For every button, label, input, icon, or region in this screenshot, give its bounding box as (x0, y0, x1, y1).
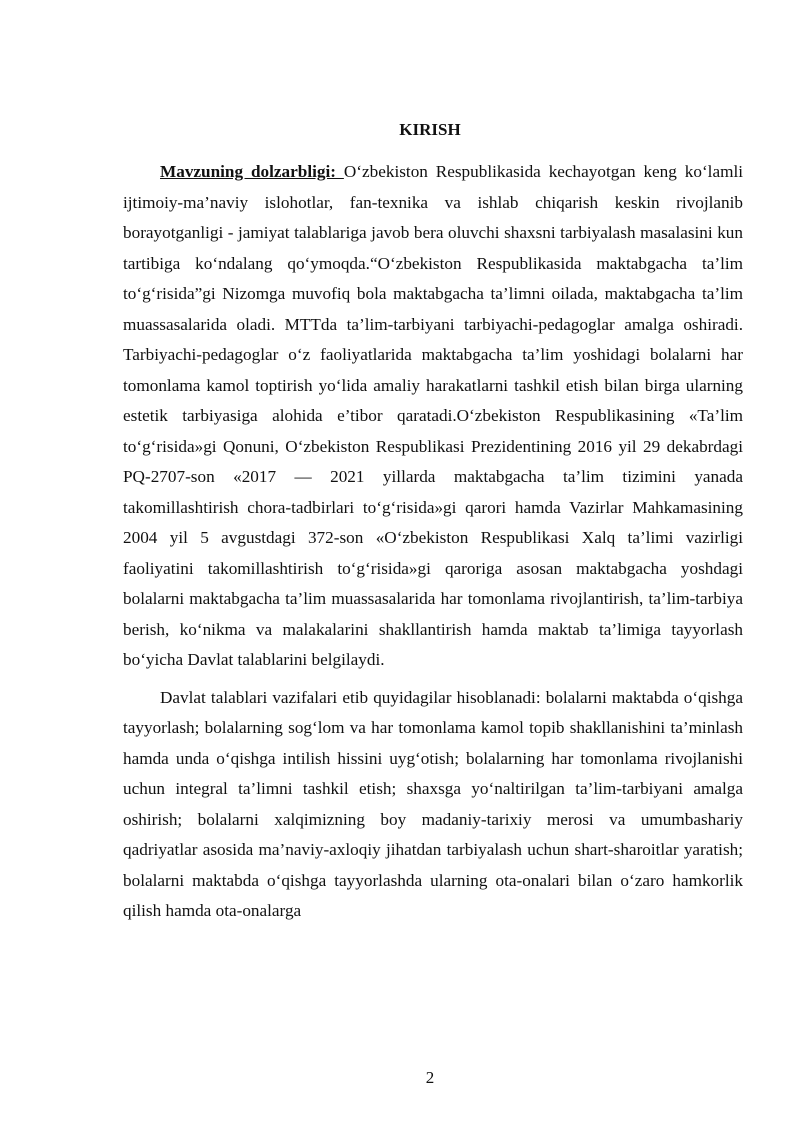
body-text (123, 157, 743, 927)
paragraph-text: O‘zbekiston Respublikasida kechayotgan keng ko‘lamli ijtimoiy-ma’naviy islohotlar, fan-texnika va ishlab chiqarish keskin rivojlanib borayotganligi - jamiyat talablariga javob bera oluvchi shaxsni tarbiyalash masalasini kun tartibiga ko‘ndalang qo‘ymoqda.“O‘zbekiston Respublikasida maktabgacha ta’lim to‘g‘risida”gi Nizomga muvofiq bola maktabgacha ta’limni oilada, maktabgacha ta’lim muassasalarida oladi. MTTda ta’lim-tarbiyani tarbiyachi-pedagoglar amalga oshiradi. Tarbiyachi-pedagoglar o‘z faoliyatlarida maktabgacha ta’lim yoshidagi bolalarni har tomonlama kamol toptirish yo‘lida amaliy harakatlarni tashkil etish bilan birga ularning estetik tarbiyasiga alohida e’tibor qaratadi.O‘zbekiston Respublikasining «Ta’lim to‘g‘risida»gi Qonuni, O‘zbekiston Respublikasi Prezidentining 2016 yil 29 dekabrdagi PQ-2707-son «2017 — 2021 yillarda maktabgacha ta’lim tizimini yanada takomillashtirish chora-tadbirlari to‘g‘risida»gi qarori hamda Vazirlar Mahkamasining 2004 yil 5 avgustdagi 372-son «O‘zbekiston Respublikasi Xalq ta’limi vazirligi faoliyatini takomillashtirish to‘g‘risida»gi qaroriga asosan maktabgacha yoshdagi bolalarni maktabgacha ta’lim muassasalarida har tomonlama rivojlantirish, ta’lim-tarbiya berish, ko‘nikma va malakalarini shakllantirish hamda maktab ta’limiga tayyorlash bo‘yicha Davlat talablarini belgilaydi. (123, 162, 743, 669)
paragraph-text: Davlat talablari vazifalari etib quyidagilar hisoblanadi: bolalarni maktabda o‘qishga tayyorlash; bolalarning sog‘lom va har tomonlama kamol topib shakllanishini ta’minlash hamda unda o‘qishga intilish hissini uyg‘otish; bolalarning har tomonlama rivojlanishi uchun integral ta’limni tashkil etish; shaxsga yo‘naltirilgan ta’lim-tarbiyani amalga oshirish; bolalarni xalqimizning boy madaniy-tarixiy merosi va umumbashariy qadriyatlar asosida ma’naviy-axloqiy jihatdan tarbiyalash uchun shart-sharoitlar yaratish; bolalarni maktabda o‘qishga tayyorlashda ularning ota-onalari bilan o‘zaro hamkorlik qilish hamda ota-onalarga (123, 687, 743, 920)
paragraph-lead: Mavzuning dolzarbligi: (160, 162, 344, 181)
paragraph-relevance (123, 157, 743, 676)
page-number: 2 (425, 1068, 435, 1087)
paragraph-tasks (123, 683, 743, 927)
section-heading: KIRISH (399, 120, 461, 139)
